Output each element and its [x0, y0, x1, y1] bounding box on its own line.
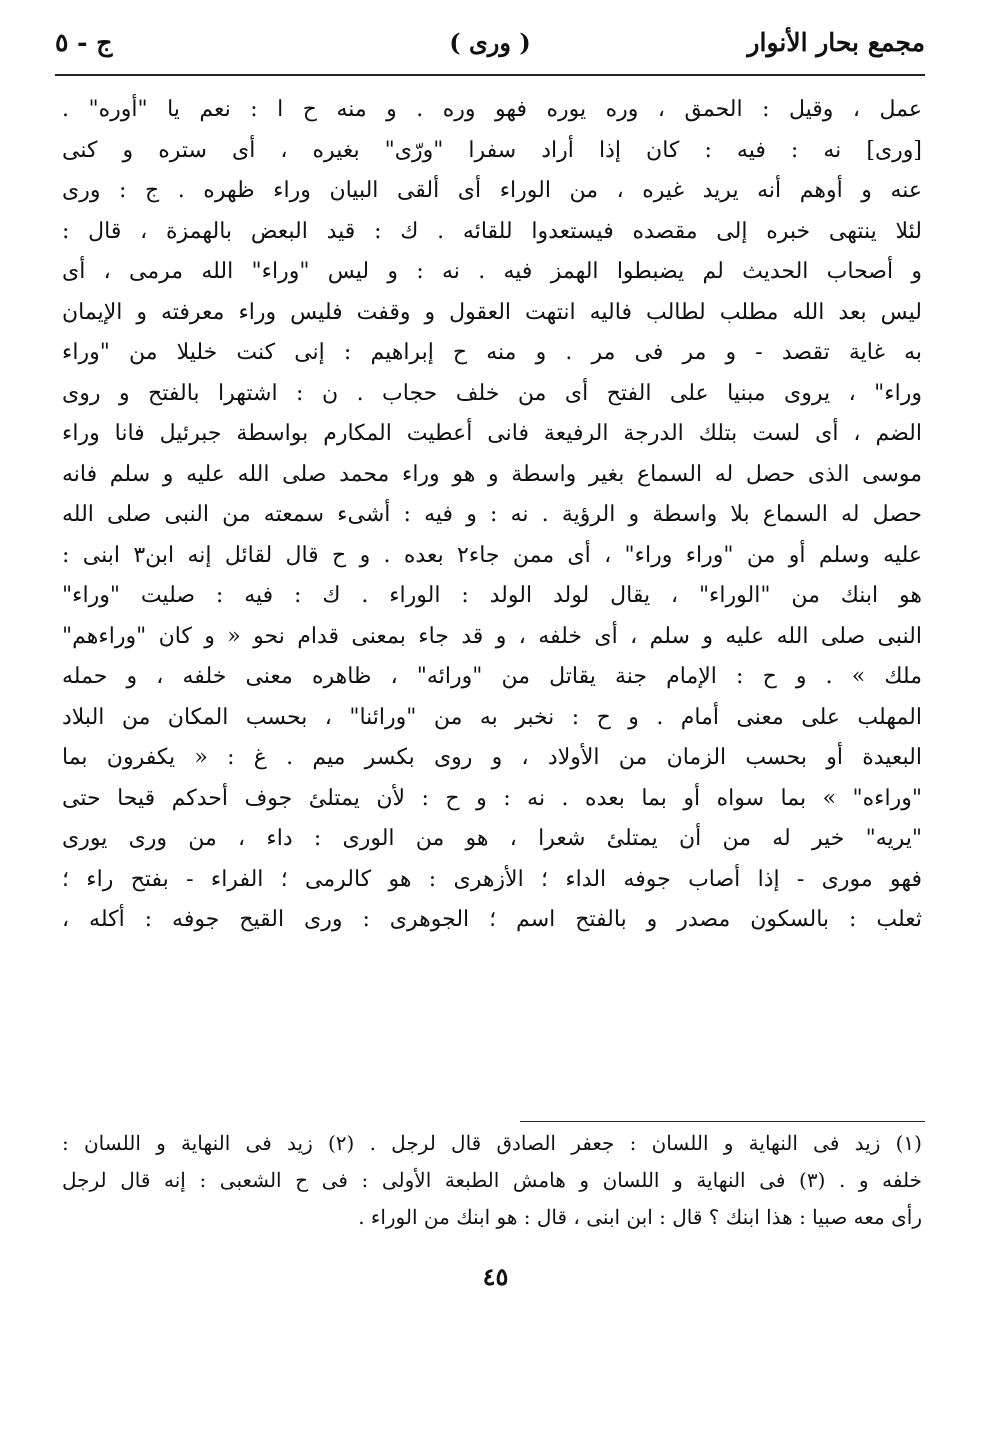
text-line: البعيدة أو بحسب الزمان من الأولاد ، و روى بكسر ميم . غ : « يكفرون بما — [62, 745, 922, 770]
text-line: و أصحاب الحديث لم يضبطوا الهمز فيه . نه : و ليس "وراء" الله مرمى ، أى — [62, 259, 922, 284]
text-line: الضم ، أى لست بتلك الدرجة الرفيعة فانى أعطيت المكارم بواسطة جبرئيل فانا وراء — [62, 421, 922, 446]
header-rule — [55, 74, 925, 76]
text-line: المهلب على معنى أمام . و ح : نخبر به من "ورائنا" ، بحسب المكان من البلاد — [62, 704, 922, 730]
footnote-rule — [520, 1121, 925, 1122]
text-line: لئلا ينتهى خبره إلى مقصده فيستعدوا للقائه . ك : قيد البعض بالهمزة ، قال : — [62, 218, 922, 244]
text-line: به غاية تقصد - و مر فى مر . و منه ح إبراهيم : إنى كنت خليلا من "وراء — [62, 340, 922, 365]
footnote-line: (١) زيد فى النهاية و اللسان : جعفر الصادق قال لرجل . (٢) زيد فى النهاية و اللسان : — [62, 1131, 922, 1155]
text-line: هو ابنك من "الوراء" ، يقال لولد الولد : الوراء . ك : فيه : صليت "وراء" — [62, 583, 922, 608]
text-line: [ورى] نه : فيه : كان إذا أراد سفرا "ورّى" بغيره ، أى ستره و كنى — [62, 137, 922, 163]
text-line: عنه و أوهم أنه يريد غيره ، من الوراء أى ألقى البيان وراء ظهره . ج : ورى — [62, 178, 922, 203]
text-line: عمل ، وقيل : الحمق ، وره يوره فهو وره . و منه ح ا : نعم يا "أوره" . — [62, 97, 922, 122]
text-line: ثعلب : بالسكون مصدر و بالفتح اسم ؛ الجوهرى : ورى القيح جوفه : أكله ، — [62, 907, 922, 932]
entry-root-heading: ( ورى ) — [449, 28, 531, 57]
text-line: "وراءه" » بما سواه أو بما بعده . نه : و ح : لأن يمتلئ جوف أحدكم قيحا حتى — [62, 785, 922, 811]
main-text — [62, 90, 922, 941]
footnote-line: خلفه و . (٣) فى النهاية و اللسان و هامش الطبعة الأولى : فى ح الشعبى : إنه قال لرجل — [62, 1168, 922, 1192]
text-line: موسى الذى حصل له السماع بغير واسطة و هو وراء محمد صلى الله عليه و سلم فانه — [62, 461, 922, 487]
running-header — [55, 28, 925, 72]
footnotes — [62, 1125, 922, 1236]
text-line: النبى صلى الله عليه و سلم ، أى خلفه ، و قد جاء بمعنى قدام نحو « و كان "وراءهم" — [62, 623, 922, 649]
footnote-line: رأى معه صبيا : هذا ابنك ؟ قال : ابن ابنى ، قال : هو ابنك من الوراء . — [358, 1205, 922, 1229]
text-line: "يريه" خير له من أن يمتلئ شعرا ، هو من الورى : داء ، من ورى يورى — [62, 826, 922, 851]
text-line: عليه وسلم أو من "وراء وراء" ، أى ممن جاء٢ بعده . و ح قال لقائل إنه ابن٣ ابنى : — [62, 542, 922, 568]
text-line: حصل له السماع بلا واسطة و الرؤية . نه : و فيه : أشىء سمعته من النبى صلى الله — [62, 502, 922, 527]
text-line: ليس بعد الله مطلب لطالب فاليه انتهت العقول و وقفت فليس وراء معرفته و الإيمان — [62, 299, 922, 325]
book-title: مجمع بحار الأنوار — [747, 28, 925, 57]
text-line: ملك » . و ح : الإمام جنة يقاتل من "ورائه" ، ظاهره معنى خلفه ، و حمله — [62, 664, 922, 689]
text-line: فهو مورى - إذا أصاب جوفه الداء ؛ الأزهرى : هو كالرمى ؛ الفراء - بفتح راء ؛ — [62, 866, 922, 892]
volume-label: ج - ٥ — [55, 28, 113, 57]
text-line: وراء" ، يروى مبنيا على الفتح أى من خلف حجاب . ن : اشتهرا بالفتح و روى — [62, 380, 922, 406]
page-number: ٤٥ — [482, 1262, 509, 1291]
